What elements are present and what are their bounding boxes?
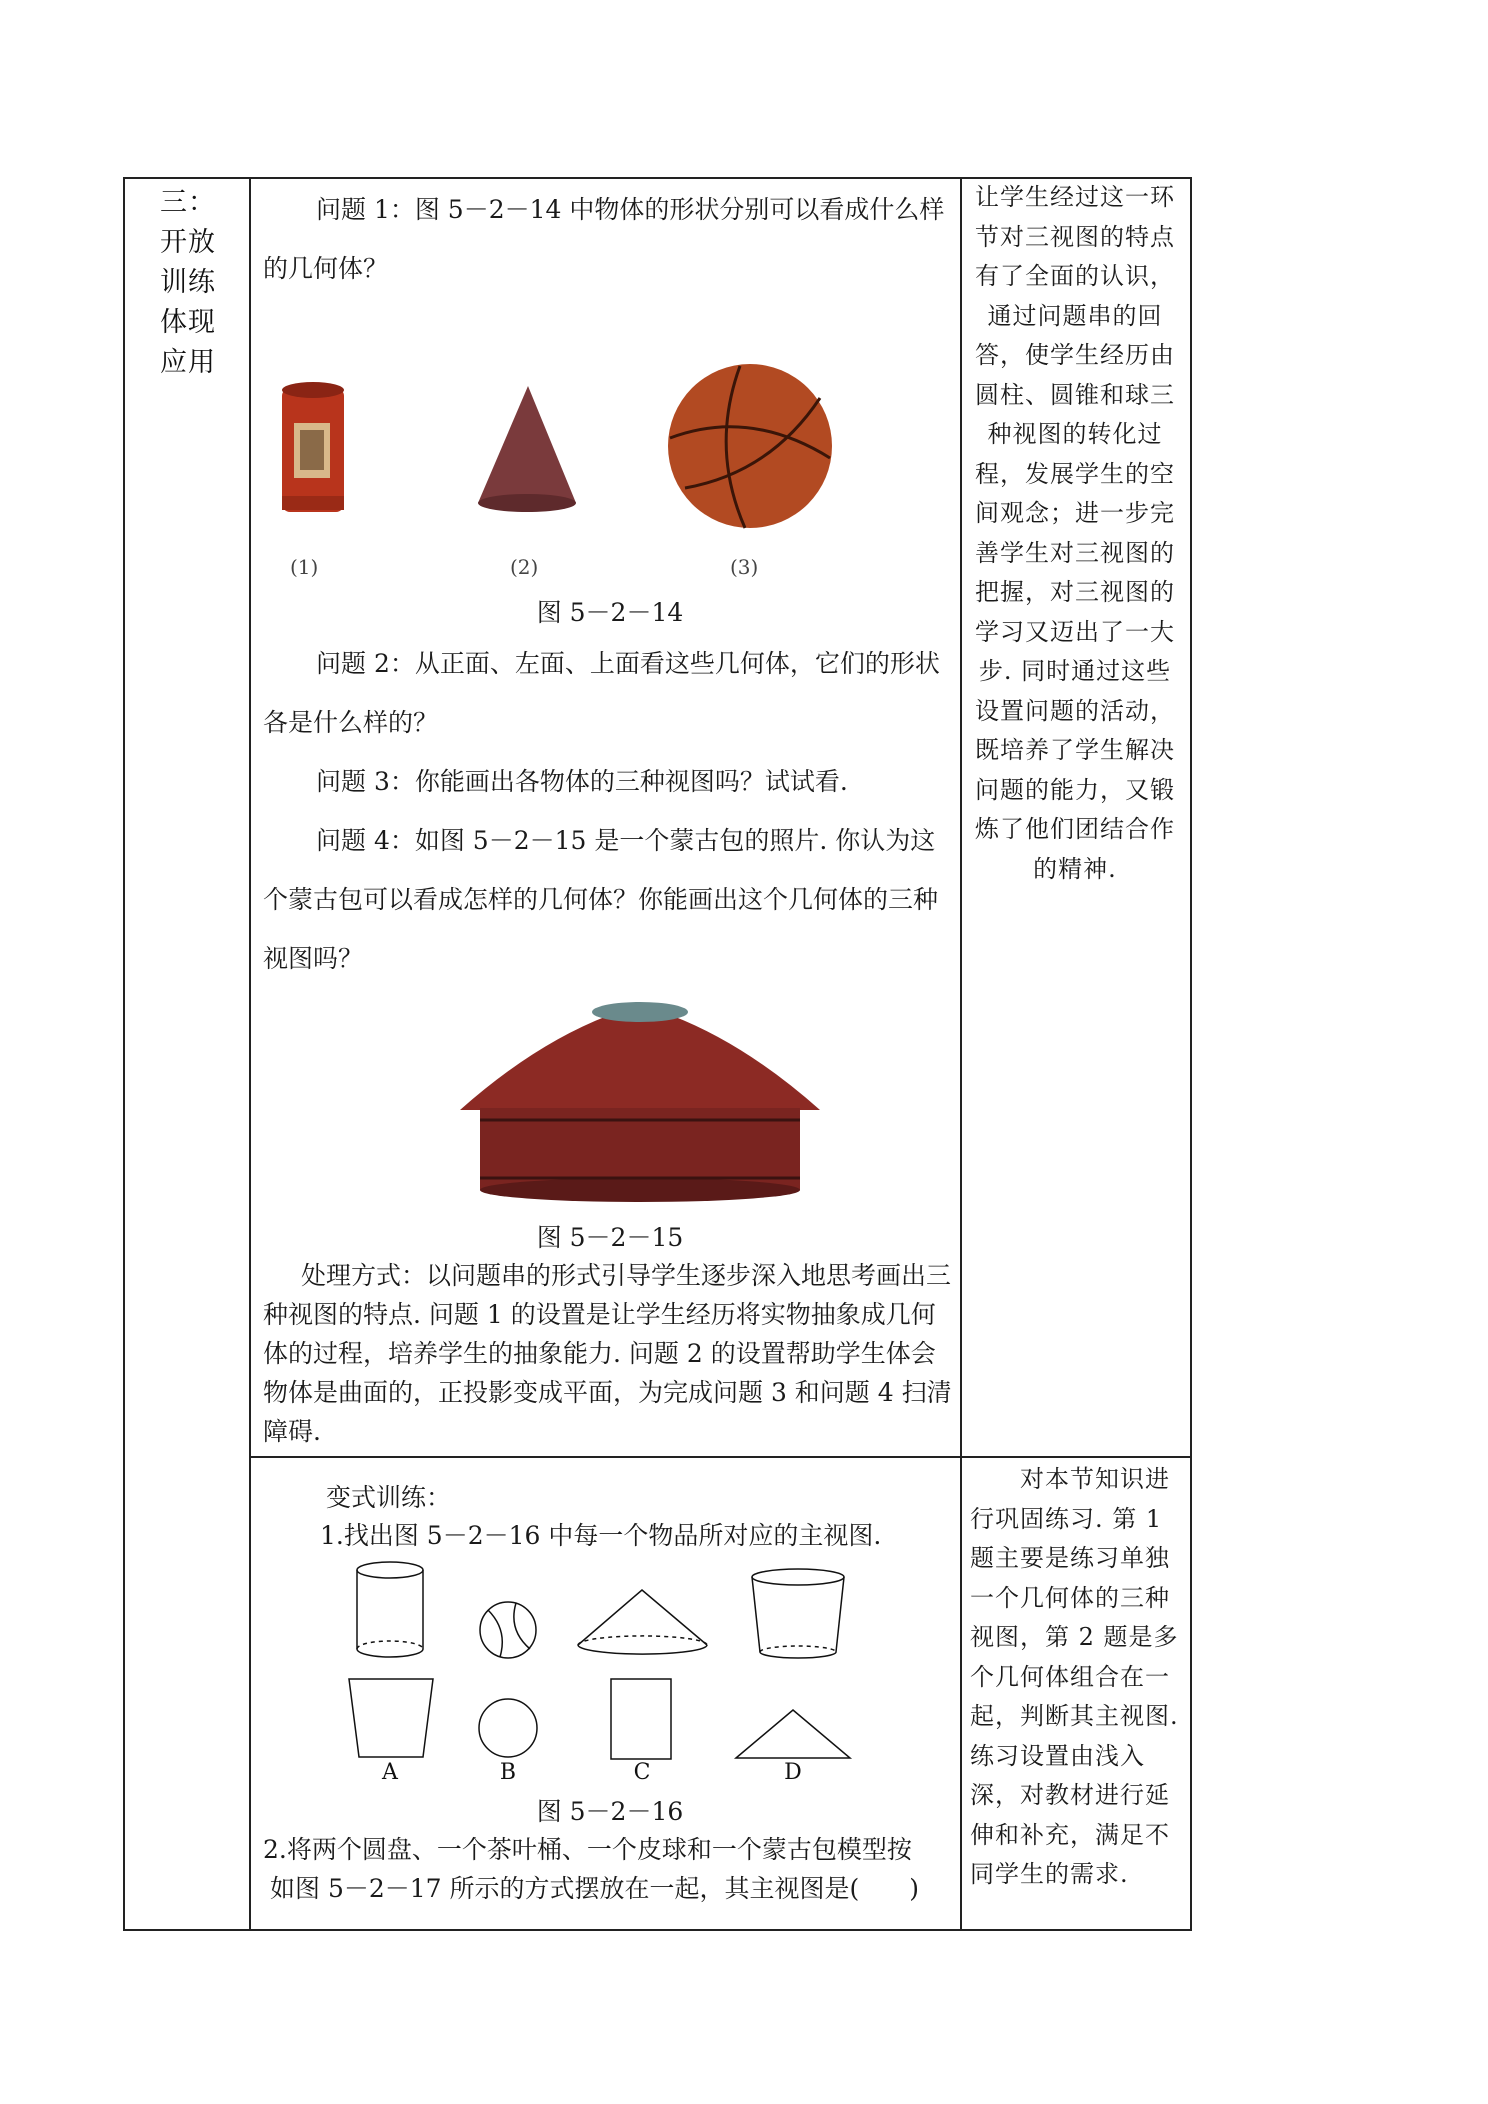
row2-teaching-note: 对本节知识进行巩固练习. 第 1 题主要是练习单独一个几何体的三种视图，第 2 题是多个几何体组合在一起，判断其主视图. 练习设置由浅入深，对教材进行延伸和补充，满足不同学生的需求. [970,1465,1179,1888]
figure-5-2-14-photos [270,378,870,528]
cylinder-drawing [357,1562,423,1657]
option-c-drawing [611,1679,671,1759]
figure-5-2-16-drawings [340,1557,900,1797]
sphere-drawing [480,1602,536,1658]
figure-5-2-15-caption: 图 5－2－15 [536,1223,684,1252]
table-col-divider-2 [960,177,962,1931]
exercise-2-line-1: 2.将两个圆盘、一个茶叶桶、一个皮球和一个蒙古包模型按 [263,1835,912,1864]
figure-5-2-14-caption: 图 5－2－14 [536,598,684,627]
option-d-drawing [736,1710,850,1758]
row1-teaching-note: 让学生经过这一环节对三视图的特点有了全面的认识，通过问题串的回答，使学生经历由圆柱、圆锥和球三种视图的转化过程，发展学生的空间观念；进一步完善学生对三视图的把握，对三视图的学习又迈出了一大步. 同时通过这些设置问题的活动，既培养了学生解决问题的能力，又锻炼了他们团结合作的精神. [975,183,1175,883]
option-letter-c: C [633,1760,651,1785]
option-letter-d: D [784,1760,802,1785]
photo-label-3: (3) [730,555,759,579]
question-2: 问题 2：从正面、左面、上面看这些几何体，它们的形状各是什么样的？ [263,649,940,737]
cone-photo [478,386,576,512]
question-4: 问题 4：如图 5－2－15 是一个蒙古包的照片. 你认为这个蒙古包可以看成怎样的几何体？你能画出这个几何体的三种视图吗？ [263,826,939,973]
option-a-drawing [349,1679,433,1757]
cone-drawing [578,1590,707,1654]
exercise-1: 1.找出图 5－2－16 中每一个物品所对应的主视图. [320,1521,882,1550]
bucket-drawing [752,1569,844,1658]
table-row-divider [249,1456,1192,1458]
section-label: 三： 开放 训练 体现 应用 [160,187,216,378]
question-3: 问题 3：你能画出各物体的三种视图吗？试试看. [316,767,848,796]
table-col-divider-1 [249,177,251,1931]
method-description: 处理方式：以问题串的形式引导学生逐步深入地思考画出三种视图的特点. 问题 1 的设置是让学生经历将实物抽象成几何体的过程，培养学生的抽象能力. 问题 2 的设置帮助学生体会物体是曲面的，正投影变成平面，为完成问题 3 和问题 4 扫清障碍. [263,1261,952,1446]
table-border-right [1190,177,1192,1931]
exercise-2-line-2: 如图 5－2－17 所示的方式摆放在一起，其主视图是( ) [270,1874,920,1903]
question-1: 问题 1：图 5－2－14 中物体的形状分别可以看成什么样的几何体？ [263,195,945,283]
variant-training-title: 变式训练： [326,1483,452,1512]
basketball-photo [668,364,832,528]
table-border-left [123,177,125,1931]
table-border-bottom [123,1929,1192,1931]
figure-5-2-16-caption: 图 5－2－16 [536,1797,684,1826]
tea-can-photo [282,382,344,512]
photo-label-2: (2) [510,555,539,579]
option-letter-b: B [499,1760,517,1785]
photo-label-1: (1) [290,555,319,579]
option-letter-a: A [382,1760,398,1785]
option-b-drawing [479,1699,537,1757]
figure-5-2-15-yurt-photo [450,1000,830,1200]
